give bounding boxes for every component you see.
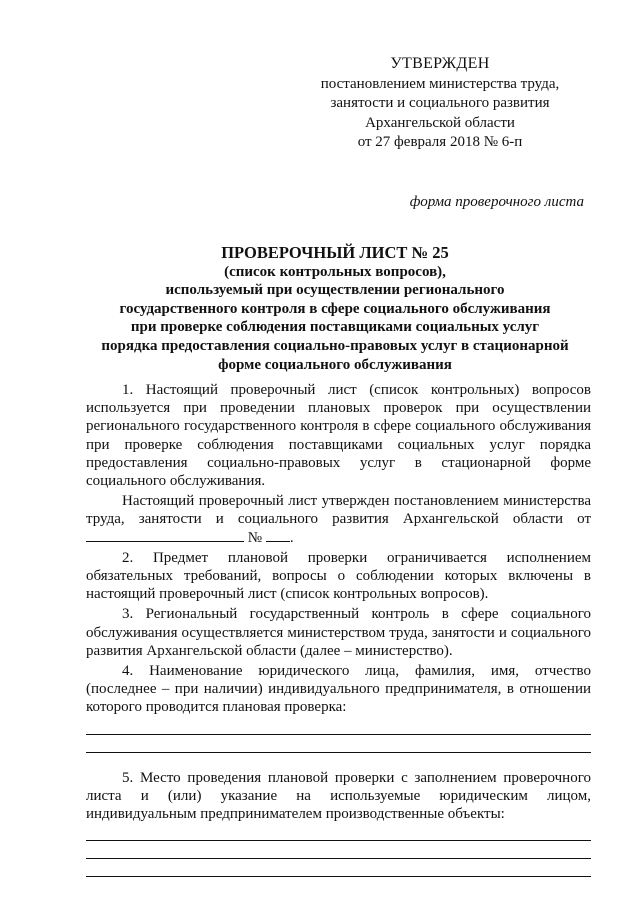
form-label: форма проверочного листа — [409, 194, 584, 210]
fill-line[interactable] — [86, 752, 591, 753]
number-sign: № — [247, 529, 263, 546]
paragraph-1: 1. Настоящий проверочный лист (список контрольных) вопросов используется при проведении плановых проверок при осуществлении регионального государственного контроля в сфере социального обслуживания при проверке соблюдения поставщиками социальных услуг порядка предоставления социально-правовых услуг в стационарной форме социального обслуживания. — [86, 382, 591, 490]
title-line: порядка предоставления социально-правовых услуг в стационарной — [101, 337, 569, 354]
date-blank-field[interactable] — [86, 529, 244, 542]
paragraph-2: 2. Предмет плановой проверки ограничивается исполнением обязательных требований, вопросы о соблюдении которых включены в настоящий проверочный лист (список контрольных вопросов). — [86, 549, 591, 603]
title-line: государственного контроля в сфере социального обслуживания — [119, 300, 551, 317]
location-fill-lines — [86, 840, 591, 877]
title-line: при проверке соблюдения поставщиками социальных услуг — [130, 319, 540, 336]
title-line: используемый при осуществлении регионального — [165, 282, 505, 299]
number-blank-field[interactable] — [266, 529, 290, 542]
approval-stamp — [300, 54, 580, 153]
fill-line[interactable] — [86, 734, 591, 735]
approval-date: от 27 февраля 2018 № 6-п — [357, 134, 523, 150]
title-line: форме социального обслуживания — [218, 356, 452, 373]
paragraph-approval-ref — [86, 492, 591, 547]
approval-ref-text: Настоящий проверочный лист утвержден постановлением министерства труда, занятости и социального развития Архангельской области от — [86, 493, 591, 528]
approval-line: Архангельской области — [365, 114, 515, 131]
approval-line: постановлением министерства труда, — [320, 75, 560, 92]
paragraph-4: 4. Наименование юридического лица, фамилия, имя, отчество (последнее – при наличии) индивидуального предпринимателя, в отношении которого проводится плановая проверка: — [86, 663, 591, 716]
title-line: (список контрольных вопросов), — [224, 263, 446, 280]
title-line-main: ПРОВЕРОЧНЫЙ ЛИСТ № 25 — [221, 243, 449, 262]
entity-name-fill-lines — [86, 734, 591, 753]
document-body — [86, 381, 591, 877]
document-title — [80, 244, 590, 374]
fill-line[interactable] — [86, 840, 591, 841]
paragraph-3: 3. Региональный государственный контроль в сфере социального обслуживания осуществляется министерством труда, занятости и социального развития Архангельской области (далее – министерство). — [86, 606, 591, 659]
period: . — [289, 529, 294, 546]
paragraph-5: 5. Место проведения плановой проверки с заполнением проверочного листа и (или) указание на используемые юридическим лицом, индивидуальным предпринимателем производственные объекты: — [86, 769, 591, 823]
fill-line[interactable] — [86, 858, 591, 859]
approval-title: УТВЕРЖДЕН — [390, 55, 490, 72]
fill-line[interactable] — [86, 876, 591, 877]
approval-line: занятости и социального развития — [330, 95, 550, 111]
